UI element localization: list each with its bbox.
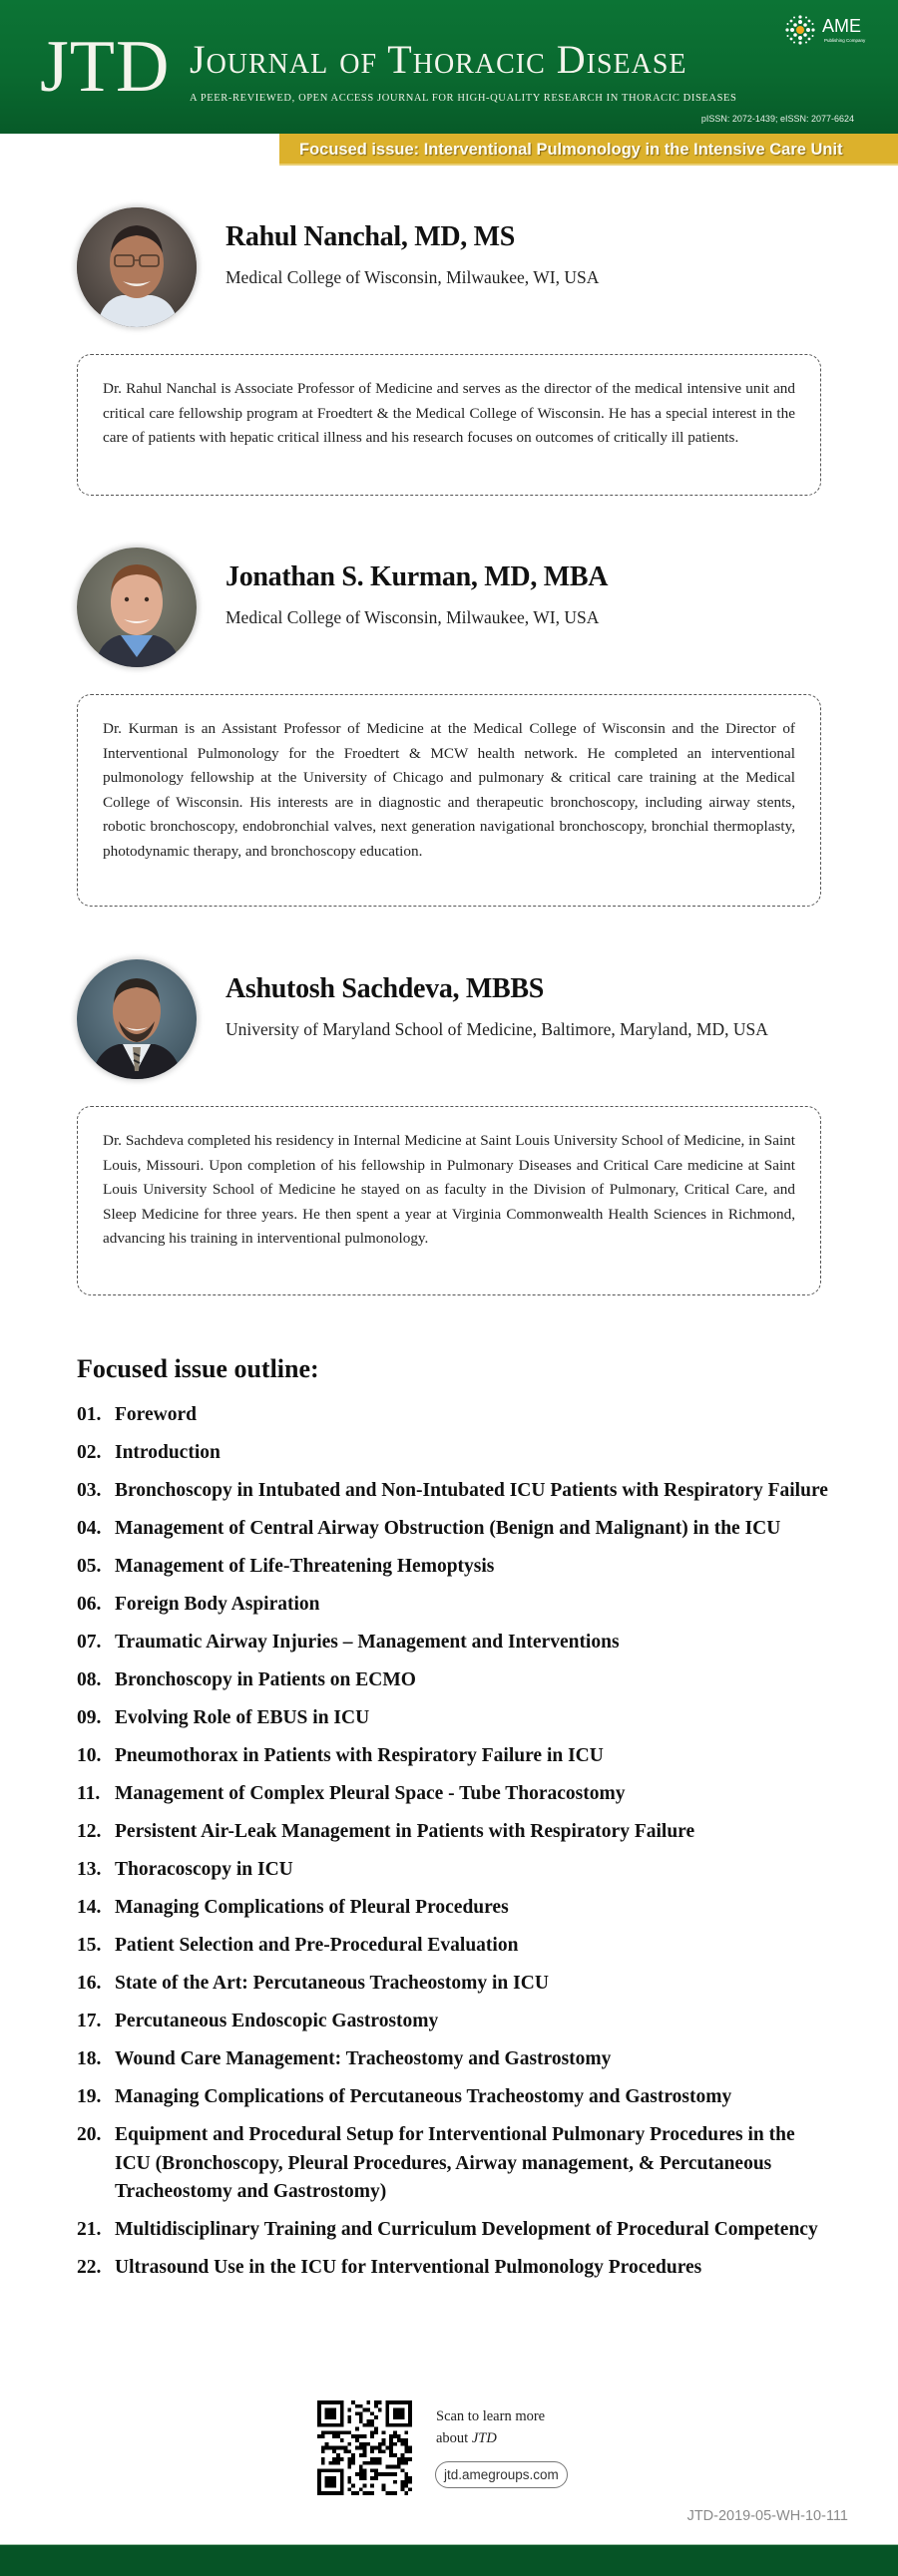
outline-item bbox=[77, 1477, 835, 1506]
journal-title: Journal of Thoracic Disease bbox=[190, 37, 687, 82]
outline-item-title: Managing Complications of Percutaneous Tracheostomy and Gastrostomy bbox=[115, 2086, 732, 2107]
outline-item-number: 02. bbox=[77, 1442, 102, 1463]
editor-bio: Dr. Sachdeva completed his residency in Internal Medicine at Saint Louis University School of Medicine, in Saint Louis, Missouri. Upon completion of his fellowship in Pulmonary Diseases and Critical Care medicine at Saint Louis University School of Medicine he stayed on as faculty in the Division of Pulmonary, Critical Care, and Sleep Medicine for three years. He then spent a year at Virginia Commonwealth Health Sciences in Richmond, advancing his training in interventional pulmonology. bbox=[103, 1132, 795, 1247]
outline-item-title: Bronchoscopy in Intubated and Non-Intubated ICU Patients with Respiratory Failure bbox=[115, 1480, 828, 1501]
outline-item-number: 19. bbox=[77, 2086, 102, 2107]
outline-item bbox=[77, 2083, 835, 2112]
editor-affiliation: Medical College of Wisconsin, Milwaukee, WI, USA bbox=[225, 607, 600, 627]
website-link[interactable]: jtd.amegroups.com bbox=[435, 2461, 568, 2488]
outline-item-number: 11. bbox=[77, 1783, 101, 1804]
editor-name: Jonathan S. Kurman, MD, MBA bbox=[225, 561, 609, 592]
scan-text-line2: about bbox=[436, 2430, 472, 2446]
outline-item-number: 20. bbox=[77, 2124, 102, 2145]
footer-bar bbox=[0, 2544, 898, 2576]
outline-item bbox=[77, 1742, 835, 1771]
outline-item-number: 15. bbox=[77, 1935, 102, 1956]
focused-issue-title: Focused issue: Interventional Pulmonology in the Intensive Care Unit bbox=[299, 141, 843, 159]
outline-item-number: 12. bbox=[77, 1821, 102, 1842]
outline-item bbox=[77, 2121, 835, 2207]
editor-bio-box bbox=[77, 694, 821, 907]
scan-text-line1: Scan to learn more bbox=[436, 2408, 546, 2424]
outline-item bbox=[77, 1856, 835, 1885]
outline-item-title: Managing Complications of Pleural Procedures bbox=[115, 1897, 509, 1918]
outline-item bbox=[77, 1591, 835, 1620]
outline-item-number: 08. bbox=[77, 1669, 102, 1690]
outline-item-number: 07. bbox=[77, 1632, 102, 1653]
outline-item-title: Wound Care Management: Tracheostomy and Gastrostomy bbox=[115, 2048, 612, 2069]
outline-item bbox=[77, 1704, 835, 1733]
outline-item-number: 13. bbox=[77, 1859, 102, 1880]
editor-bio: Dr. Rahul Nanchal is Associate Professor of Medicine and serves as the director of the medical intensive unit and critical care fellowship program at Froedtert & the Medical College of Wisconsin. He has a special interest in the care of patients with hepatic critical illness and his research focuses on outcomes of critically ill patients. bbox=[103, 380, 795, 446]
outline-item-number: 01. bbox=[77, 1404, 102, 1425]
outline-item bbox=[77, 1818, 835, 1847]
jtd-logo: JTD bbox=[40, 26, 171, 108]
ame-publisher-logo bbox=[784, 14, 864, 48]
editor-name: Ashutosh Sachdeva, MBBS bbox=[225, 973, 545, 1004]
outline-item-title: Multidisciplinary Training and Curriculum Development of Procedural Competency bbox=[115, 2219, 818, 2240]
outline-item-number: 09. bbox=[77, 1707, 102, 1728]
editor-photo-avatar bbox=[77, 207, 197, 327]
outline-item bbox=[77, 1894, 835, 1923]
portrait-image bbox=[77, 959, 197, 1079]
outline-item-title: Foreign Body Aspiration bbox=[115, 1594, 320, 1615]
outline-item-title: Ultrasound Use in the ICU for Interventional Pulmonology Procedures bbox=[115, 2257, 702, 2278]
outline-item-title: Management of Life-Threatening Hemoptysis bbox=[115, 1556, 495, 1577]
outline-item-title: Foreword bbox=[115, 1404, 197, 1425]
outline-item bbox=[77, 1401, 835, 1430]
outline-item-title: Equipment and Procedural Setup for Interventional Pulmonary Procedures in the ICU (Bronchoscopy, Pleural Procedures, Airway management, & Percutaneous Tracheostomy and Gastrostomy) bbox=[115, 2124, 795, 2202]
outline-item-title: State of the Art: Percutaneous Tracheostomy in ICU bbox=[115, 1973, 549, 1994]
issn-text: pISSN: 2072-1439; eISSN: 2077-6624 bbox=[700, 114, 854, 124]
outline-item-number: 04. bbox=[77, 1518, 102, 1539]
outline-item bbox=[77, 2216, 835, 2245]
editor-bio: Dr. Kurman is an Assistant Professor of Medicine at the Medical College of Wisconsin and the Director of Interventional Pulmonology for the Froedtert & MCW health network. He completed an interventional pulmonology fellowship at the University of Chicago and pulmonary & critical care training at the Medical College of Wisconsin. His interests are in diagnostic and therapeutic bronchoscopy, including airway stents, robotic bronchoscopy, endobronchial valves, next generation navigational bronchoscopy, bronchial thermoplasty, photodynamic therapy, and bronchoscopy education. bbox=[103, 720, 795, 860]
ame-wordmark: AME bbox=[822, 16, 862, 36]
editor-affiliation: University of Maryland School of Medicine, Baltimore, Maryland, MD, USA bbox=[225, 1019, 768, 1039]
outline-item-title: Management of Central Airway Obstruction (Benign and Malignant) in the ICU bbox=[115, 1518, 781, 1539]
qr-code[interactable] bbox=[317, 2400, 412, 2495]
outline-item-number: 10. bbox=[77, 1745, 102, 1766]
scan-prompt bbox=[436, 2405, 596, 2449]
outline-item-number: 03. bbox=[77, 1480, 102, 1501]
editor-photo-avatar bbox=[77, 959, 197, 1079]
editor-bio-box bbox=[77, 354, 821, 496]
outline-item bbox=[77, 1553, 835, 1582]
portrait-image bbox=[77, 207, 197, 327]
ame-tagline: Publishing Company bbox=[824, 38, 866, 43]
dot-burst-icon bbox=[784, 14, 816, 46]
journal-subtitle: A PEER-REVIEWED, OPEN ACCESS JOURNAL FOR HIGH-QUALITY RESEARCH IN THORACIC DISEASES bbox=[190, 93, 737, 104]
outline-item bbox=[77, 2254, 835, 2283]
outline-item-number: 14. bbox=[77, 1897, 102, 1918]
outline-item-number: 06. bbox=[77, 1594, 102, 1615]
outline-item bbox=[77, 2045, 835, 2074]
outline-item-title: Thoracoscopy in ICU bbox=[115, 1859, 293, 1880]
journal-abbrev-italic: JTD bbox=[471, 2430, 497, 2446]
outline-heading: Focused issue outline: bbox=[77, 1354, 319, 1383]
outline-item-number: 05. bbox=[77, 1556, 102, 1577]
editor-name: Rahul Nanchal, MD, MS bbox=[225, 221, 516, 252]
editor-photo-avatar bbox=[77, 548, 197, 667]
focused-issue-banner bbox=[279, 134, 898, 166]
outline-item-title: Evolving Role of EBUS in ICU bbox=[115, 1707, 370, 1728]
outline-item-title: Management of Complex Pleural Space - Tube Thoracostomy bbox=[115, 1783, 626, 1804]
outline-item-title: Pneumothorax in Patients with Respiratory Failure in ICU bbox=[115, 1745, 604, 1766]
outline-item-title: Persistent Air-Leak Management in Patients with Respiratory Failure bbox=[115, 1821, 695, 1842]
outline-item-title: Bronchoscopy in Patients on ECMO bbox=[115, 1669, 416, 1690]
outline-item bbox=[77, 1515, 835, 1544]
outline-item-number: 17. bbox=[77, 2011, 102, 2031]
outline-item-number: 22. bbox=[77, 2257, 102, 2278]
outline-item bbox=[77, 1666, 835, 1695]
outline-item bbox=[77, 1932, 835, 1961]
outline-item bbox=[77, 1629, 835, 1657]
outline-item-number: 21. bbox=[77, 2219, 102, 2240]
outline-item-title: Patient Selection and Pre-Procedural Evaluation bbox=[115, 1935, 519, 1956]
editor-bio-box bbox=[77, 1106, 821, 1295]
outline-item-title: Percutaneous Endoscopic Gastrostomy bbox=[115, 2011, 439, 2031]
portrait-image bbox=[77, 548, 197, 667]
outline-item bbox=[77, 1970, 835, 1999]
outline-item-number: 16. bbox=[77, 1973, 102, 1994]
journal-header bbox=[0, 0, 898, 134]
outline-item-number: 18. bbox=[77, 2048, 102, 2069]
outline-item-title: Introduction bbox=[115, 1442, 221, 1463]
outline-item bbox=[77, 1780, 835, 1809]
outline-item bbox=[77, 1439, 835, 1468]
outline-item bbox=[77, 2008, 835, 2036]
outline-item-title: Traumatic Airway Injuries – Management and Interventions bbox=[115, 1632, 620, 1653]
outline-list bbox=[77, 1401, 835, 2292]
document-code: JTD-2019-05-WH-10-111 bbox=[686, 2508, 848, 2524]
editor-affiliation: Medical College of Wisconsin, Milwaukee, WI, USA bbox=[225, 267, 600, 287]
